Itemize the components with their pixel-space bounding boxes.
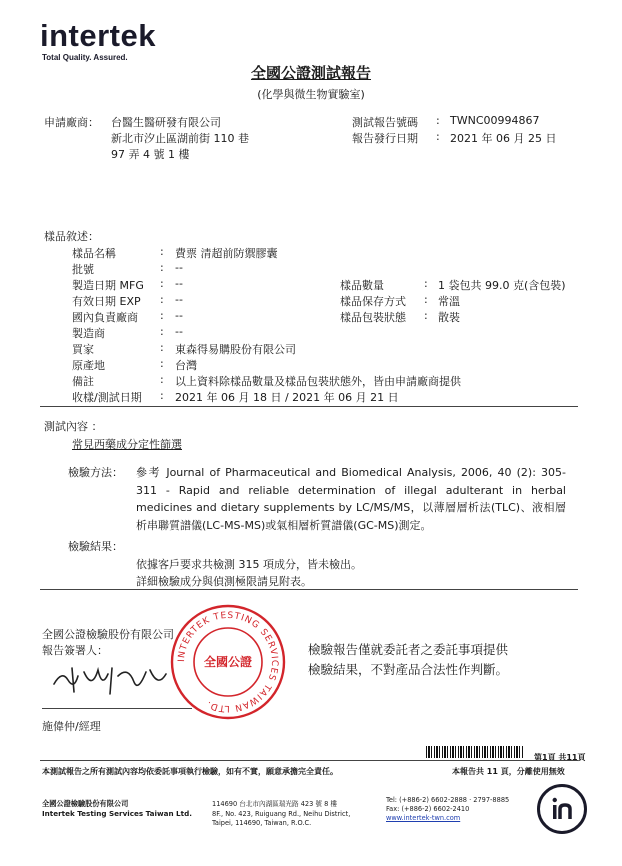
colon: :	[160, 309, 164, 322]
footer-note-left: 本測試報告之所有測試內容均依委託事項執行檢驗，如有不實，願意承擔完全責任。	[42, 767, 338, 776]
report-no-value: TWNC00994867	[450, 114, 540, 127]
notice-line-1: 檢驗報告僅就委託者之委託事項提供	[308, 642, 509, 657]
colon: :	[424, 277, 428, 290]
test-item: 常見西藥成分定性篩選	[72, 438, 182, 451]
colon: :	[160, 277, 164, 290]
sample-row-value: 東森得易購股份有限公司	[175, 343, 296, 356]
footer-website-link[interactable]: www.intertek-twn.com	[386, 814, 461, 822]
stamp-center-text: 全國公證	[203, 655, 253, 669]
footer-address-en-1: 8F., No. 423, Ruiguang Rd., Neihu District,	[212, 810, 351, 818]
colon: :	[436, 114, 440, 127]
applicant-name: 台醫生醫研發有限公司	[111, 116, 221, 129]
divider	[40, 589, 578, 590]
sample-right-value: 常溫	[438, 295, 460, 308]
footer-address-cn: 114690 台北市內湖區瑞光路 423 號 8 樓	[212, 800, 337, 808]
colon: :	[160, 389, 164, 402]
notice-line-2: 檢驗結果，不對產品合法性作判斷。	[308, 662, 509, 677]
result-line-2: 詳細檢驗成分與偵測極限請見附表。	[136, 575, 312, 588]
report-date-value: 2021 年 06 月 25 日	[450, 132, 557, 145]
sample-row-label: 製造商	[72, 327, 105, 340]
sample-row-value: 2021 年 06 月 18 日 / 2021 年 06 月 21 日	[175, 391, 399, 404]
sample-right-value: 散裝	[438, 311, 460, 324]
colon: :	[160, 341, 164, 354]
report-date-label: 報告發行日期	[352, 132, 418, 145]
sample-row-value: --	[175, 277, 183, 290]
intertek-in-logo-icon	[537, 784, 587, 834]
sample-section-label: 樣品敘述：	[44, 230, 99, 243]
stamp-ring-text: INTERTEK TESTING SERVICES TAIWAN LTD.	[176, 610, 280, 714]
sample-row-value: 費票 清超前防禦膠囊	[175, 247, 278, 260]
test-content-label: 測試內容 ：	[44, 420, 103, 433]
sample-row-value: --	[175, 293, 183, 306]
sample-row-label: 買家	[72, 343, 94, 356]
divider	[40, 406, 578, 407]
official-stamp	[168, 602, 288, 722]
sample-right-value: 1 袋包共 99.0 克(含包裝)	[438, 279, 566, 292]
sample-row-label: 批號	[72, 263, 94, 276]
sample-row-label: 原產地	[72, 359, 105, 372]
sample-row-value: 台灣	[175, 359, 197, 372]
colon: :	[160, 293, 164, 306]
footer-fax: Fax: (+886-2) 6602-2410	[386, 805, 470, 813]
sample-row-label: 國內負責廠商	[72, 311, 138, 324]
sample-row-value: 以上資料除樣品數量及樣品包裝狀態外，皆由申請廠商提供	[175, 375, 461, 388]
applicant-address-line2: 97 弄 4 號 1 樓	[111, 148, 190, 161]
colon: :	[160, 261, 164, 274]
sample-right-label: 樣品保存方式	[340, 295, 406, 308]
method-label: 檢驗方法：	[68, 466, 123, 479]
divider	[40, 760, 578, 761]
sample-right-label: 樣品數量	[340, 279, 384, 292]
signing-company: 全國公證檢驗股份有限公司	[42, 628, 174, 641]
page-info: 第1頁 共11頁	[534, 753, 586, 762]
sample-row-value: --	[175, 309, 183, 322]
sample-right-label: 樣品包裝狀態	[340, 311, 406, 324]
colon: :	[160, 373, 164, 386]
colon: :	[424, 293, 428, 306]
colon: :	[424, 309, 428, 322]
sample-row-label: 有效日期 EXP	[72, 295, 141, 308]
method-text: 參考 Journal of Pharmaceutical and Biomedical Analysis, 2006, 40 (2): 305-311 - Rapid and reliable determination of illegal adulterant in herbal medicines and dietary supplements by LC/MS/MS，以薄層層析法(TLC)、液相層析串聯質譜儀(LC-MS-MS)或氣相層析質譜儀(GC-MS)測定。	[136, 466, 566, 532]
sample-row-label: 製造日期 MFG	[72, 279, 144, 292]
footer-company-cn: 全國公證檢驗股份有限公司	[42, 799, 129, 808]
report-subtitle: (化學與微生物實驗室)	[257, 88, 365, 101]
applicant-address-line1: 新北市汐止區湖前街 110 巷	[111, 132, 249, 145]
signer-name-title: 施偉仲/經理	[42, 720, 101, 733]
colon: :	[160, 245, 164, 258]
sample-row-label: 收樣/測試日期	[72, 391, 142, 404]
colon: :	[160, 357, 164, 370]
colon: :	[160, 325, 164, 338]
result-line-1: 依據客戶要求共檢測 315 項成分，皆未檢出。	[136, 558, 362, 571]
signer-label: 報告簽署人：	[42, 644, 108, 657]
logo-tagline: Total Quality. Assured.	[42, 53, 128, 62]
handwritten-signature	[48, 662, 170, 698]
footer-company-en: Intertek Testing Services Taiwan Ltd.	[42, 809, 192, 818]
colon: :	[436, 130, 440, 143]
sample-row-value: --	[175, 261, 183, 274]
sample-row-label: 樣品名稱	[72, 247, 116, 260]
barcode	[426, 746, 524, 758]
report-no-label: 測試報告號碼	[352, 116, 418, 129]
footer-note-right: 本報告共 11 頁，分離使用無效	[452, 767, 565, 776]
footer-tel: Tel: (+886-2) 6602-2888 · 2797-8885	[386, 796, 510, 804]
report-title: 全國公證測試報告	[250, 64, 371, 82]
applicant-label: 申請廠商：	[44, 116, 99, 129]
sample-row-label: 備註	[72, 375, 94, 388]
footer-address-en-2: Taipei, 114690, Taiwan, R.O.C.	[212, 819, 312, 827]
result-label: 檢驗結果：	[68, 540, 123, 553]
sample-row-value: --	[175, 325, 183, 338]
intertek-logo: intertek	[40, 18, 156, 53]
